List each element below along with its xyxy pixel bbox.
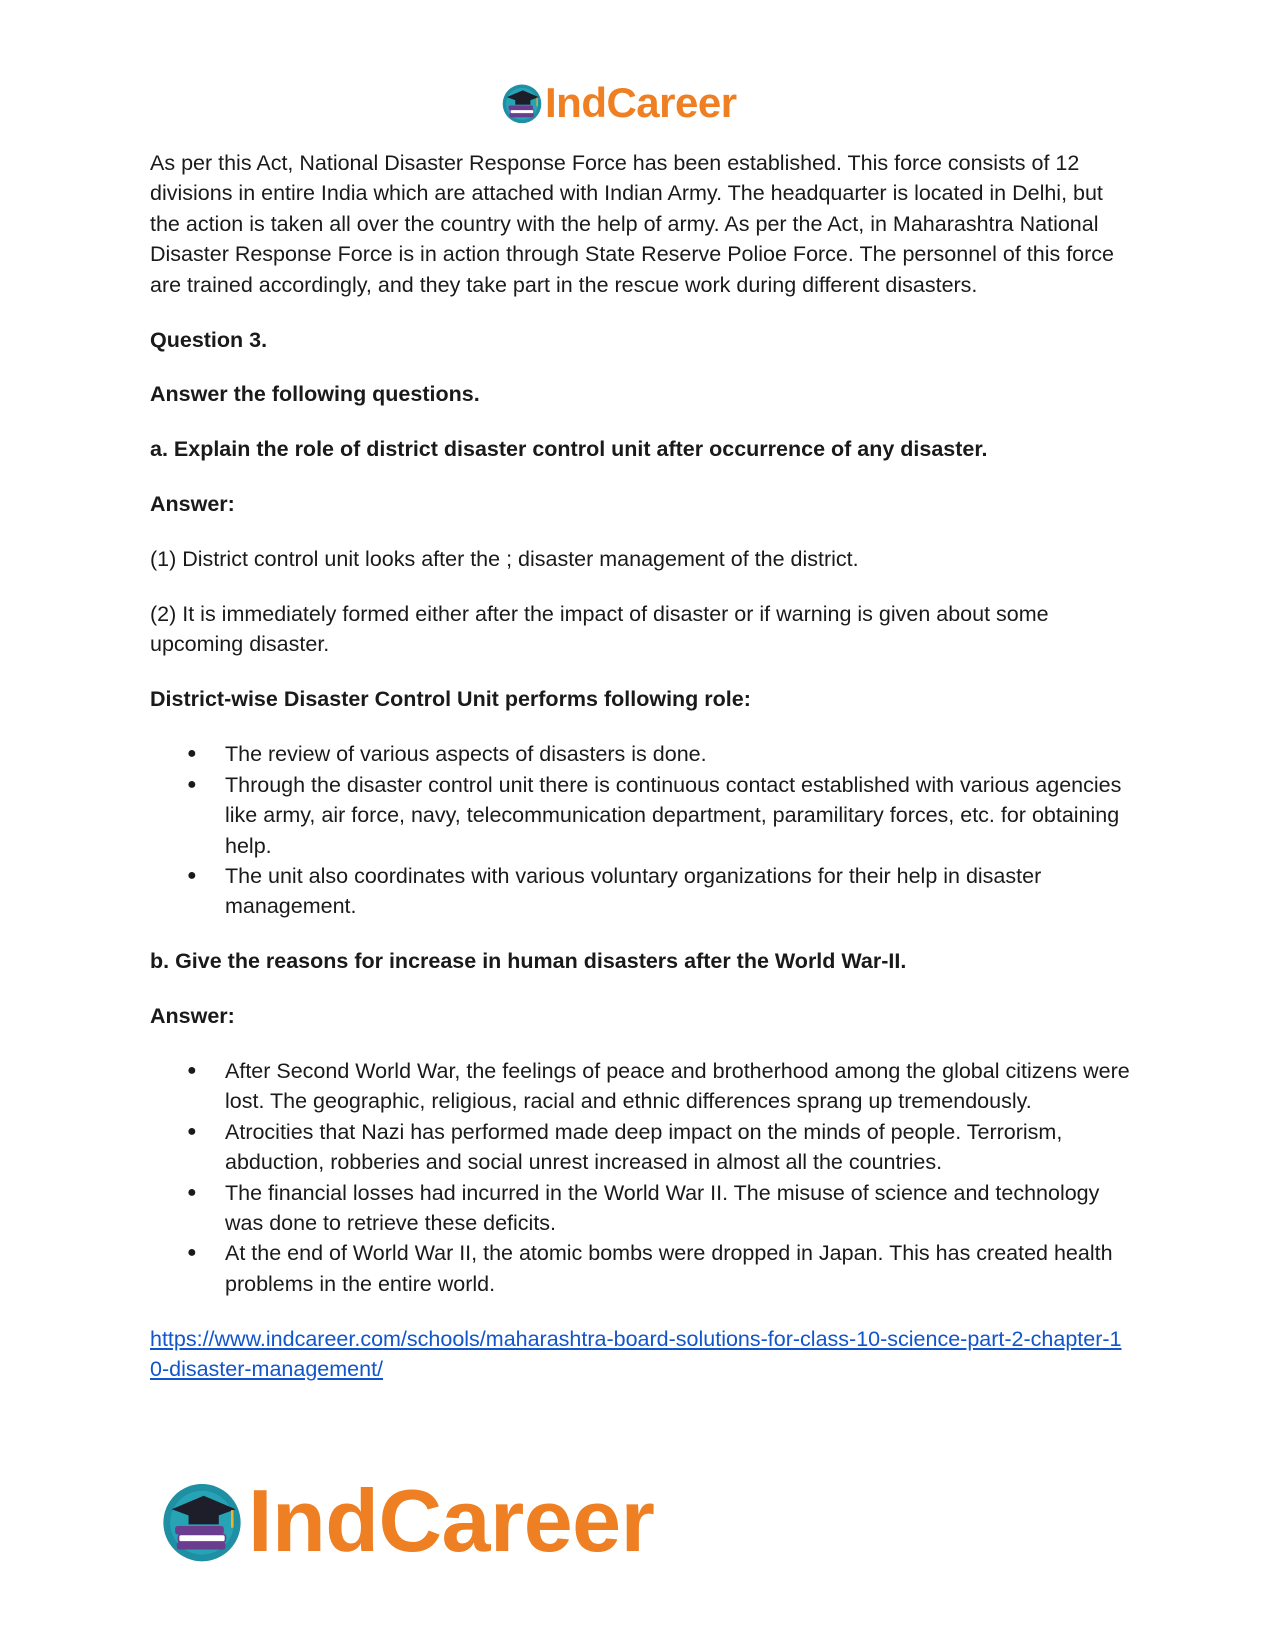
list-item: ● The unit also coordinates with various voluntary organizations for their help in disaster management. [225, 861, 1130, 922]
intro-paragraph: As per this Act, National Disaster Response Force has been established. This force consists of 12 divisions in entire India which are attached with Indian Army. The headquarter is located in Delhi, but the action is taken all over the country with the help of army. As per the Act, in Maharashtra National Disaster Response Force is in action through State Reserve Polioe Force. The personnel of this force are trained accordingly, and they take part in the rescue work during different disasters. [150, 151, 1115, 297]
answer-b-bullet-list [150, 1056, 1130, 1299]
source-link[interactable]: https://www.indcareer.com/schools/maharashtra-board-solutions-for-class-10-science-part-2-chapter-10-disaster-management/ [150, 1326, 1122, 1382]
graduation-cap-books-icon [501, 82, 543, 124]
header-logo [501, 80, 737, 126]
list-item: ● Atrocities that Nazi has performed made deep impact on the minds of people. Terrorism, abduction, robberies and social unrest increased in almost all the countries. [225, 1117, 1130, 1178]
logo-text: IndCareer [248, 1471, 655, 1570]
instruction-heading: Answer the following questions. [150, 382, 480, 407]
list-item: ● At the end of World War II, the atomic bombs were dropped in Japan. This has created health problems in the entire world. [225, 1238, 1130, 1299]
graduation-cap-books-icon [160, 1479, 244, 1563]
list-item: ● After Second World War, the feelings of peace and brotherhood among the global citizens were lost. The geographic, religious, racial and ethnic differences sprang up tremendously. [225, 1056, 1130, 1117]
list-item: ● The review of various aspects of disasters is done. [225, 739, 1130, 769]
page-content [150, 148, 1130, 1385]
answer-label-b: Answer: [150, 1004, 235, 1029]
list-item: ● Through the disaster control unit there is continuous contact established with various agencies like army, air force, navy, telecommunication department, paramilitary forces, etc. for obtaining help. [225, 770, 1130, 861]
question-b: b. Give the reasons for increase in human disasters after the World War-II. [150, 949, 907, 974]
answer-a-bullet-list [150, 739, 1130, 921]
answer-a-point-1: (1) District control unit looks after the ; disaster management of the district. [150, 547, 859, 572]
answer-a-subheading: District-wise Disaster Control Unit performs following role: [150, 687, 751, 712]
answer-a-point-2: (2) It is immediately formed either after the impact of disaster or if warning is given about some upcoming disaster. [150, 602, 1049, 657]
answer-label-a: Answer: [150, 492, 235, 517]
logo-text: IndCareer [545, 79, 737, 126]
question-heading: Question 3. [150, 327, 268, 352]
footer-logo [160, 1471, 655, 1570]
question-a: a. Explain the role of district disaster control unit after occurrence of any disaster. [150, 437, 988, 462]
list-item: ● The financial losses had incurred in the World War II. The misuse of science and technology was done to retrieve these deficits. [225, 1178, 1130, 1239]
